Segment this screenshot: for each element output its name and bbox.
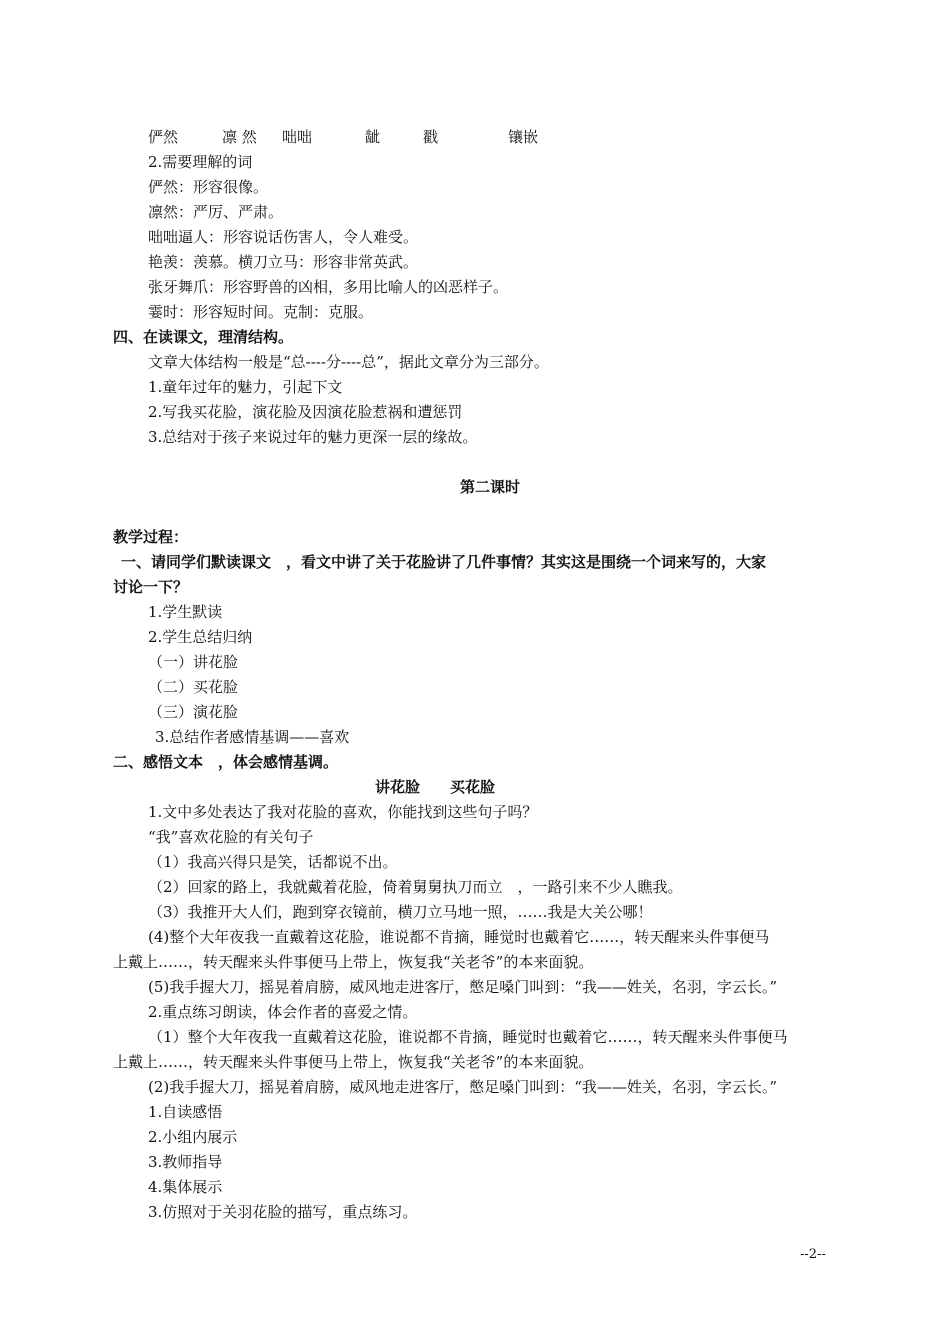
quote-line: 上戴上……，转天醒来头件事便马上带上，恢复我“关老爷”的本来面貌。 [113, 1053, 594, 1071]
quote-line: (4)整个大年夜我一直戴着这花脸，谁说都不肯摘，睡觉时也戴着它……，转天醒来头件事便马 [148, 928, 770, 946]
list-item: 3.教师指导 [148, 1153, 223, 1171]
vocab-word: 凛 然 [222, 128, 257, 146]
definition-line: 俨然：形容很像。 [148, 178, 269, 196]
definition-line: 咄咄逼人：形容说话伤害人，令人难受。 [148, 228, 419, 246]
sub-heading: 讲花脸 买花脸 [375, 778, 496, 796]
list-item: （一）讲花脸 [148, 653, 239, 671]
vocab-word: 镶嵌 [508, 128, 539, 146]
paragraph: “我”喜欢花脸的有关句子 [148, 828, 314, 846]
paragraph: 3.仿照对于关羽花脸的描写，重点练习。 [148, 1203, 418, 1221]
paragraph: 2.重点练习朗读，体会作者的喜爱之情。 [148, 1003, 418, 1021]
list-item: 1.自读感悟 [148, 1103, 223, 1121]
quote-line: 上戴上……，转天醒来头件事便马上带上，恢复我“关老爷”的本来面貌。 [113, 953, 594, 971]
paragraph: 1.文中多处表达了我对花脸的喜欢，你能找到这些句子吗？ [148, 803, 538, 821]
list-item: 2.小组内展示 [148, 1128, 238, 1146]
page-number: --2-- [800, 1247, 826, 1262]
definition-line: 凛然：严厉、严肃。 [148, 203, 284, 221]
quote-line: (2)我手握大刀，摇晃着肩膀，威风地走进客厅，憋足嗓门叫到：“我——姓关，名羽，字云长。” [148, 1078, 778, 1096]
quote-line: （1）我高兴得只是笑，话都说不出。 [148, 853, 398, 871]
quote-line: （3）我推开大人们，跑到穿衣镜前，横刀立马地一照，……我是大关公哪！ [148, 903, 653, 921]
definition-line: 张牙舞爪：形容野兽的凶相，多用比喻人的凶恶样子。 [148, 278, 509, 296]
vocab-word: 龇 [365, 128, 381, 146]
question-line: 一、请同学们默读课文 ，看文中讲了关于花脸讲了几件事情？其实这是围绕一个词来写的，大家 [121, 553, 767, 571]
list-item: 2.学生总结归纳 [148, 628, 253, 646]
quote-line: （2）回家的路上，我就戴着花脸，倚着舅舅执刀而立 ，一路引来不少人瞧我。 [148, 878, 683, 896]
vocab-heading: 2.需要理解的词 [148, 153, 253, 171]
definition-line: 艳羡：羡慕。横刀立马：形容非常英武。 [148, 253, 419, 271]
list-item: 1.学生默读 [148, 603, 223, 621]
quote-line: （1）整个大年夜我一直戴着这花脸，谁说都不肯摘，睡觉时也戴着它……，转天醒来头件事便马 [148, 1028, 788, 1046]
vocab-word: 咄咄 [282, 128, 313, 146]
section-heading: 四、在读课文，理清结构。 [113, 328, 294, 346]
list-item: 1.童年过年的魅力，引起下文 [148, 378, 343, 396]
paragraph: 文章大体结构一般是“总----分----总”，据此文章分为三部分。 [148, 353, 549, 371]
definition-line: 霎时：形容短时间。克制：克服。 [148, 303, 374, 321]
list-item: 2.写我买花脸，演花脸及因演花脸惹祸和遭惩罚 [148, 403, 463, 421]
vocab-word: 戳 [423, 128, 439, 146]
vocab-word: 俨然 [148, 128, 179, 146]
question-line: 讨论一下？ [113, 578, 189, 596]
lesson-title: 第二课时 [459, 478, 520, 496]
list-item: 3.总结对于孩子来说过年的魅力更深一层的缘故。 [148, 428, 478, 446]
list-item: 4.集体展示 [148, 1178, 223, 1196]
list-item: （二）买花脸 [148, 678, 239, 696]
vocab-word-row [148, 127, 568, 147]
section-heading: 二、感悟文本 ，体会感情基调。 [113, 753, 339, 771]
list-item: （三）演花脸 [148, 703, 239, 721]
process-label: 教学过程： [113, 528, 189, 546]
list-item: 3.总结作者感情基调——喜欢 [155, 728, 350, 746]
quote-line: (5)我手握大刀，摇晃着肩膀，威风地走进客厅，憋足嗓门叫到：“我——姓关，名羽，字云长。” [148, 978, 778, 996]
